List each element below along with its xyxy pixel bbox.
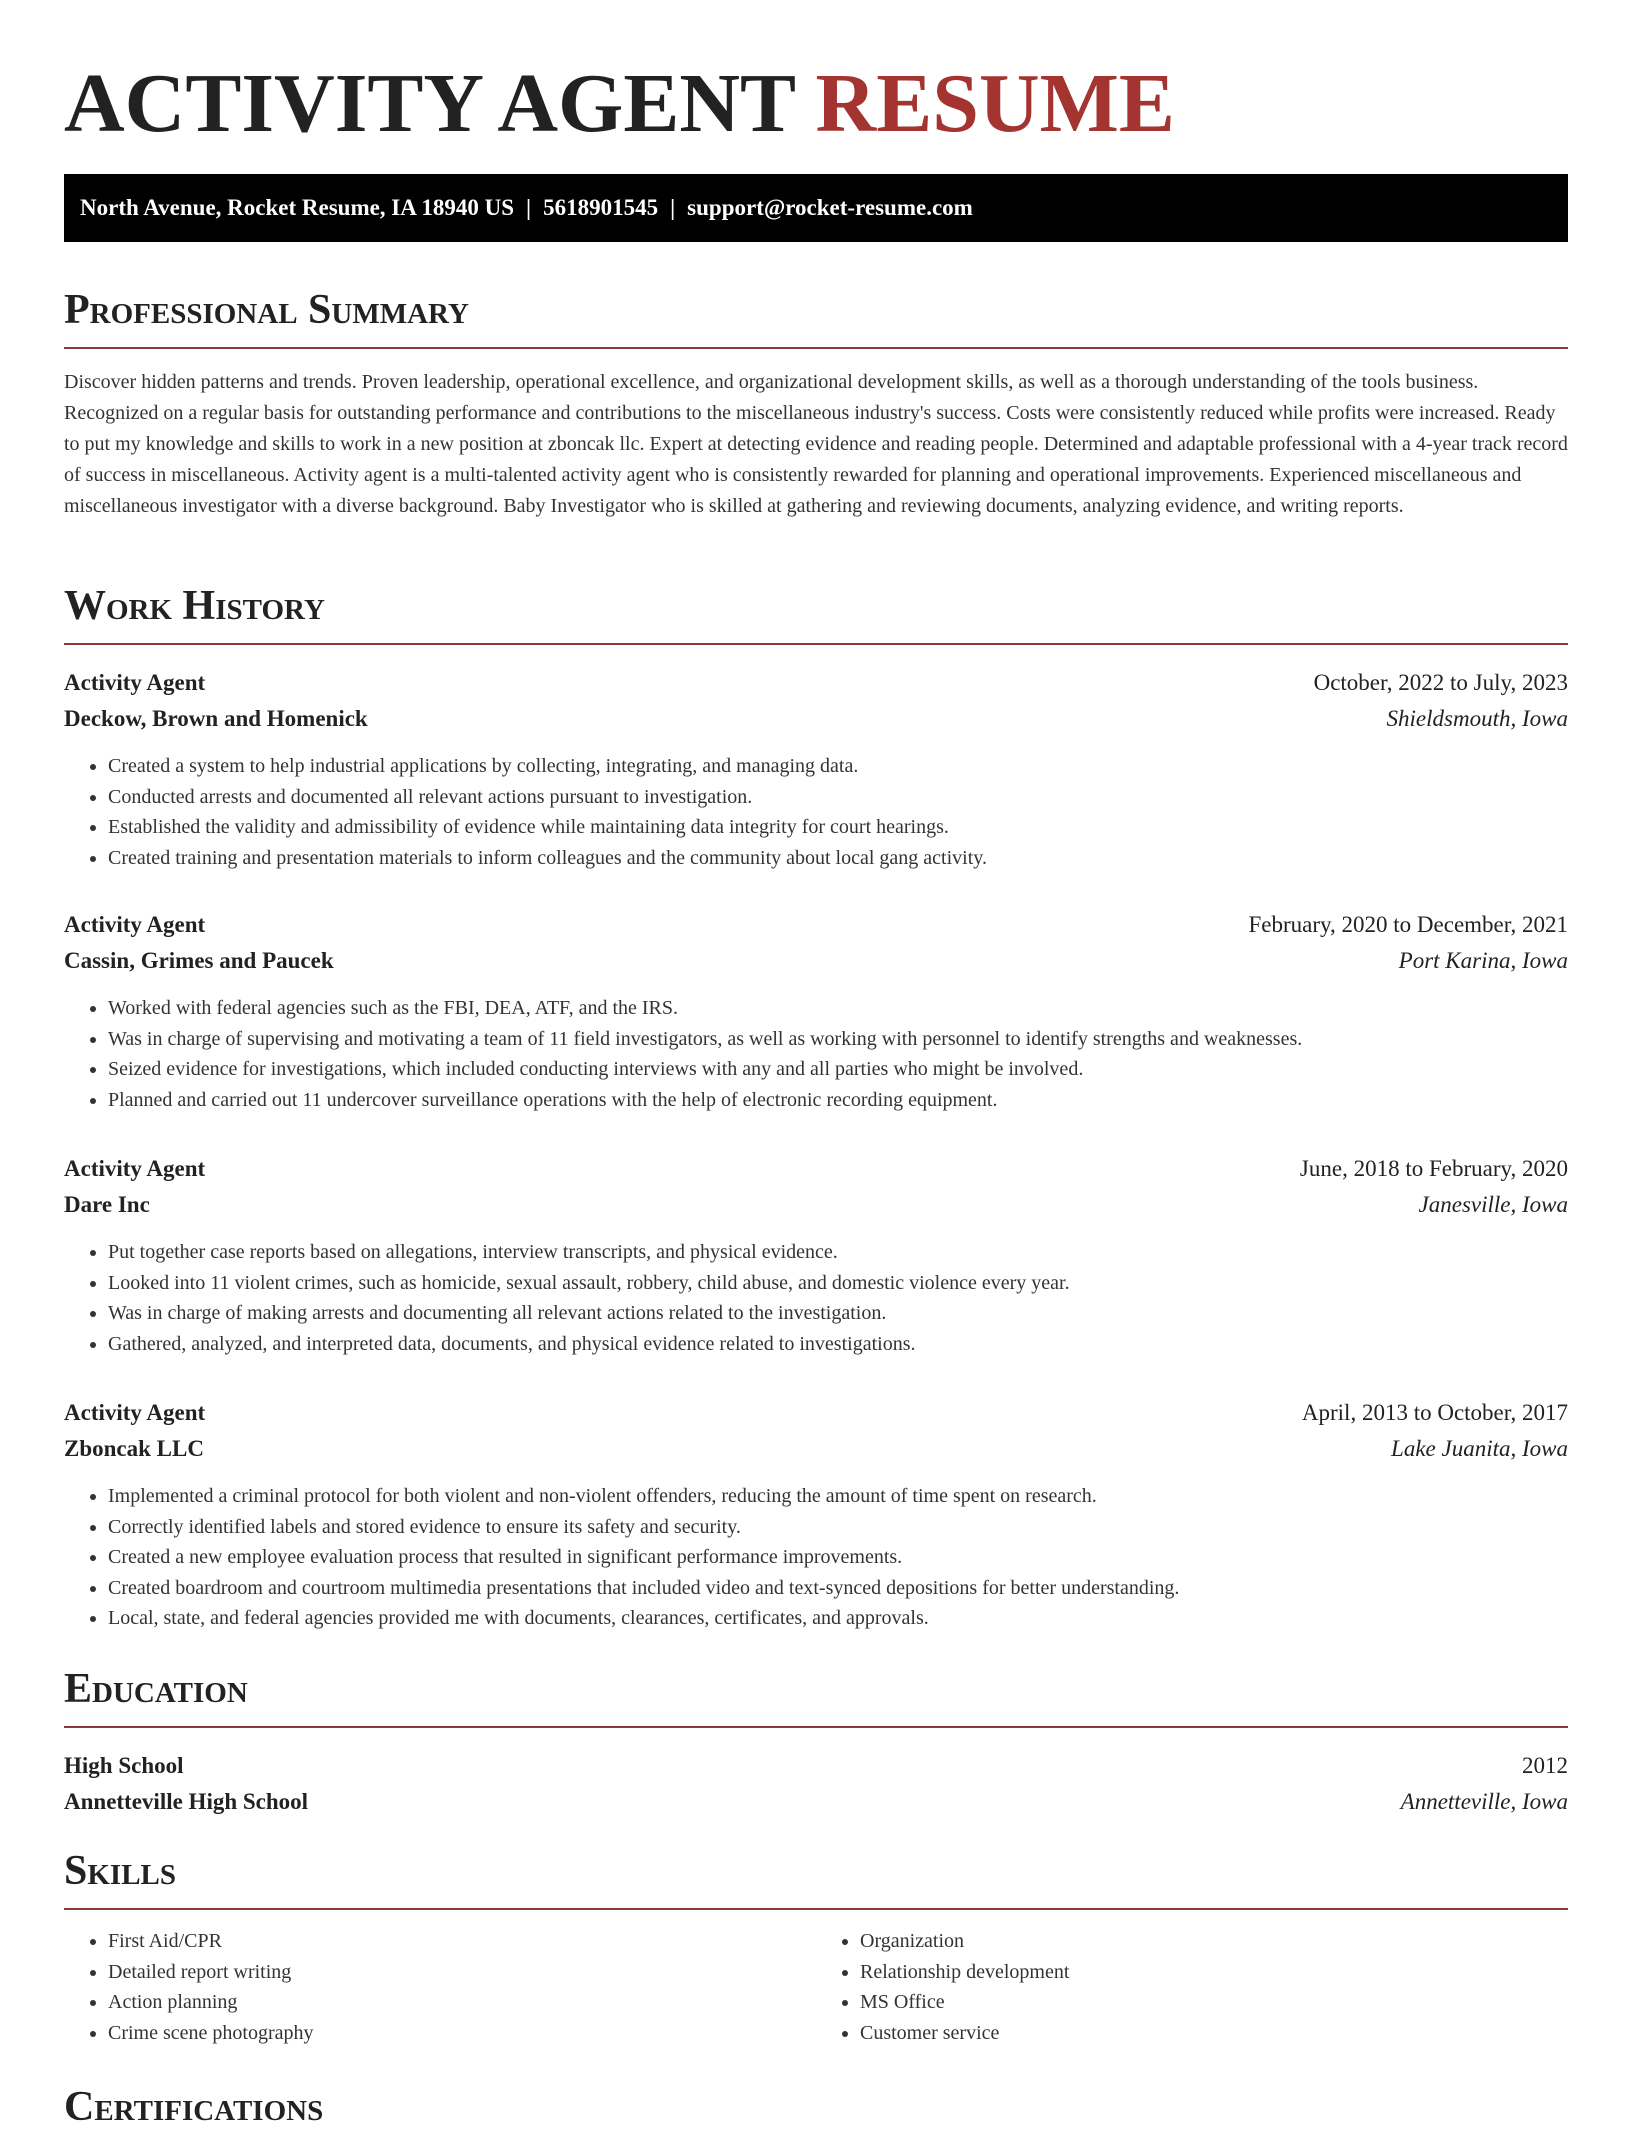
list-item: • Correctly identified labels and stored evidence to ensure its safety and security. [108,1512,1568,1543]
job-company: Zboncak LLC [64,1436,204,1461]
job-dates: April, 2013 to October, 2017 [1301,1400,1568,1425]
job-title: Activity Agent [64,670,206,695]
skill-item: • MS Office [860,1987,1568,2018]
education-entry [64,1748,1568,1820]
title-main: ACTIVITY AGENT [64,57,795,150]
title-accent: RESUME [815,57,1175,150]
contact-phone: 5618901545 [543,195,659,220]
skill-item: • Detailed report writing [108,1957,816,1988]
job-entry [64,665,1568,873]
job-bullets [64,1237,1568,1359]
section-divider [64,347,1568,349]
skill-item: • Crime scene photography [108,2018,816,2049]
job-company: Dare Inc [64,1192,150,1217]
list-item: • Implemented a criminal protocol for both violent and non-violent offenders, reducing the amount of time spent on research. [108,1481,1568,1512]
list-item: • Seized evidence for investigations, which included conducting interviews with any and all parties who might be involved. [108,1054,1568,1085]
job-dates: February, 2020 to December, 2021 [1248,912,1568,937]
list-item: • Created training and presentation materials to inform colleagues and the community about local gang activity. [108,843,1568,874]
list-item: • Was in charge of making arrests and documenting all relevant actions related to the investigation. [108,1298,1568,1329]
list-item: • Looked into 11 violent crimes, such as homicide, sexual assault, robbery, child abuse, and domestic violence every year. [108,1268,1568,1299]
list-item: • Gathered, analyzed, and interpreted data, documents, and physical evidence related to investigations. [108,1329,1568,1360]
section-divider [64,643,1568,645]
work-history-section [64,581,1568,645]
list-item: • Created a system to help industrial applications by collecting, integrating, and managing data. [108,751,1568,782]
list-item: • Planned and carried out 11 undercover surveillance operations with the help of electronic recording equipment. [108,1085,1568,1116]
contact-separator: | [526,195,532,220]
job-entry [64,1151,1568,1359]
job-dates: October, 2022 to July, 2023 [1313,670,1568,695]
work-history-heading: Work History [64,583,325,629]
job-entry [64,907,1568,1115]
skill-item: • Customer service [860,2018,1568,2049]
education-section [64,1664,1568,1728]
list-item: • Local, state, and federal agencies provided me with documents, clearances, certificates, and approvals. [108,1603,1568,1634]
skill-item: • First Aid/CPR [108,1926,816,1957]
job-location: Janesville, Iowa [1418,1192,1568,1217]
contact-email: support@rocket-resume.com [687,195,973,220]
certifications-section [64,2082,1568,2132]
job-bullets [64,1481,1568,1634]
skills-section [64,1846,1568,2048]
list-item: • Worked with federal agencies such as the FBI, DEA, ATF, and the IRS. [108,993,1568,1024]
skills-heading: Skills [64,1848,177,1894]
list-item: • Conducted arrests and documented all relevant actions pursuant to investigation. [108,782,1568,813]
summary-text: Discover hidden patterns and trends. Proven leadership, operational excellence, and organizational development skills, as well as a thorough understanding of the tools business. Recognized on a regular basis for outstanding performance and contributions to the miscellaneous industry's success. Costs were consistently reduced while profits were increased. Ready to put my knowledge and skills to work in a new position at zboncak llc. Expert at detecting evidence and reading people. Determined and adaptable professional with a 4-year track record of success in miscellaneous. Activity agent is a multi-talented activity agent who is consistently rewarded for planning and operational improvements. Experienced miscellaneous and miscellaneous investigator with a diverse background. Baby Investigator who is skilled at gathering and reviewing documents, analyzing evidence, and writing reports. [64,371,1568,517]
education-degree: High School [64,1753,184,1778]
certifications-heading: Certifications [64,2084,324,2130]
skill-item: • Action planning [108,1987,816,2018]
education-heading: Education [64,1666,248,1712]
job-company: Cassin, Grimes and Paucek [64,948,334,973]
job-company: Deckow, Brown and Homenick [64,706,368,731]
job-title: Activity Agent [64,1400,206,1425]
contact-address: North Avenue, Rocket Resume, IA 18940 US [80,195,515,220]
summary-section [64,285,1568,522]
skill-item: • Organization [860,1926,1568,1957]
skills-grid [64,1926,1568,2048]
contact-separator: | [670,195,676,220]
list-item: • Put together case reports based on allegations, interview transcripts, and physical evidence. [108,1237,1568,1268]
summary-heading: Professional Summary [64,287,469,333]
resume-page [64,0,1568,2130]
list-item: • Created a new employee evaluation process that resulted in significant performance improvements. [108,1542,1568,1573]
skills-list-right [816,1926,1568,2048]
skill-item: • Relationship development [860,1957,1568,1988]
resume-title [64,0,1568,150]
job-location: Port Karina, Iowa [1398,948,1568,973]
skills-list-left [64,1926,816,2048]
list-item: • Created boardroom and courtroom multimedia presentations that included video and text-synced depositions for better understanding. [108,1573,1568,1604]
job-title: Activity Agent [64,1156,206,1181]
education-location: Annetteville, Iowa [1400,1789,1568,1814]
job-bullets [64,993,1568,1115]
job-title: Activity Agent [64,912,206,937]
job-location: Shieldsmouth, Iowa [1386,706,1568,731]
job-dates: June, 2018 to February, 2020 [1299,1156,1568,1181]
contact-bar [64,174,1568,242]
education-school: Annetteville High School [64,1789,309,1814]
list-item: • Established the validity and admissibility of evidence while maintaining data integrity for court hearings. [108,812,1568,843]
section-divider [64,1908,1568,1910]
list-item: • Was in charge of supervising and motivating a team of 11 field investigators, as well as working with personnel to identify strengths and weaknesses. [108,1024,1568,1055]
job-entry [64,1395,1568,1634]
job-bullets [64,751,1568,873]
job-location: Lake Juanita, Iowa [1391,1436,1568,1461]
education-year: 2012 [1522,1753,1568,1778]
section-divider [64,1726,1568,1728]
